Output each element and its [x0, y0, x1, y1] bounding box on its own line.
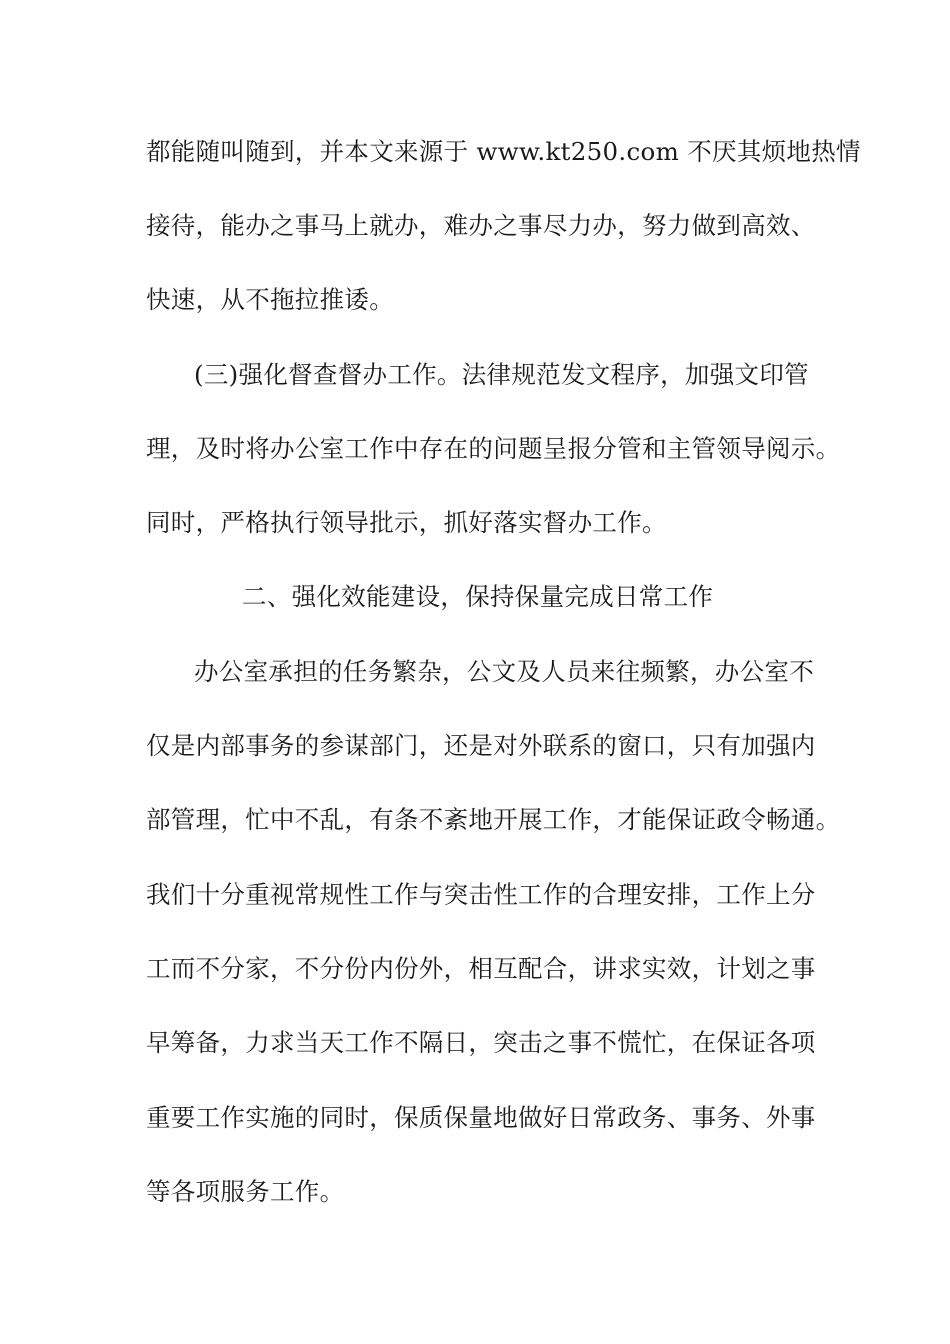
paragraph-line: 办公室承担的任务繁杂，公文及人员来往频繁，办公室不: [194, 657, 814, 686]
paragraph-line: 工而不分家，不分份内份外，相互配合，讲求实效，计划之事: [146, 954, 816, 983]
section-heading: 二、强化效能建设，保持保量完成日常工作: [242, 582, 714, 611]
paragraph-line: 重要工作实施的同时，保质保量地做好日常政务、事务、外事: [146, 1103, 816, 1132]
paragraph-line: 等各项服务工作。: [146, 1177, 345, 1206]
paragraph-line: 接待，能办之事马上就办，难办之事尽力办，努力做到高效、: [146, 211, 816, 240]
paragraph-line: (三)强化督查督办工作。法律规范发文程序，加强文印管: [194, 360, 809, 389]
paragraph-line: 我们十分重视常规性工作与突击性工作的合理安排，工作上分: [146, 880, 816, 909]
paragraph-line: 快速，从不拖拉推诿。: [146, 285, 394, 314]
paragraph-line: 都能随叫随到，并本文来源于 www.kt250.com 不厌其烦地热情: [146, 137, 861, 166]
paragraph-line: 部管理，忙中不乱，有条不紊地开展工作，才能保证政令畅通。: [146, 805, 841, 834]
paragraph-line: 仅是内部事务的参谋部门，还是对外联系的窗口，只有加强内: [146, 731, 816, 760]
paragraph-line: 早筹备，力求当天工作不隔日，突击之事不慌忙，在保证各项: [146, 1028, 816, 1057]
paragraph-line: 理，及时将办公室工作中存在的问题呈报分管和主管领导阅示。: [146, 434, 841, 463]
paragraph-line: 同时，严格执行领导批示，抓好落实督办工作。: [146, 508, 667, 537]
